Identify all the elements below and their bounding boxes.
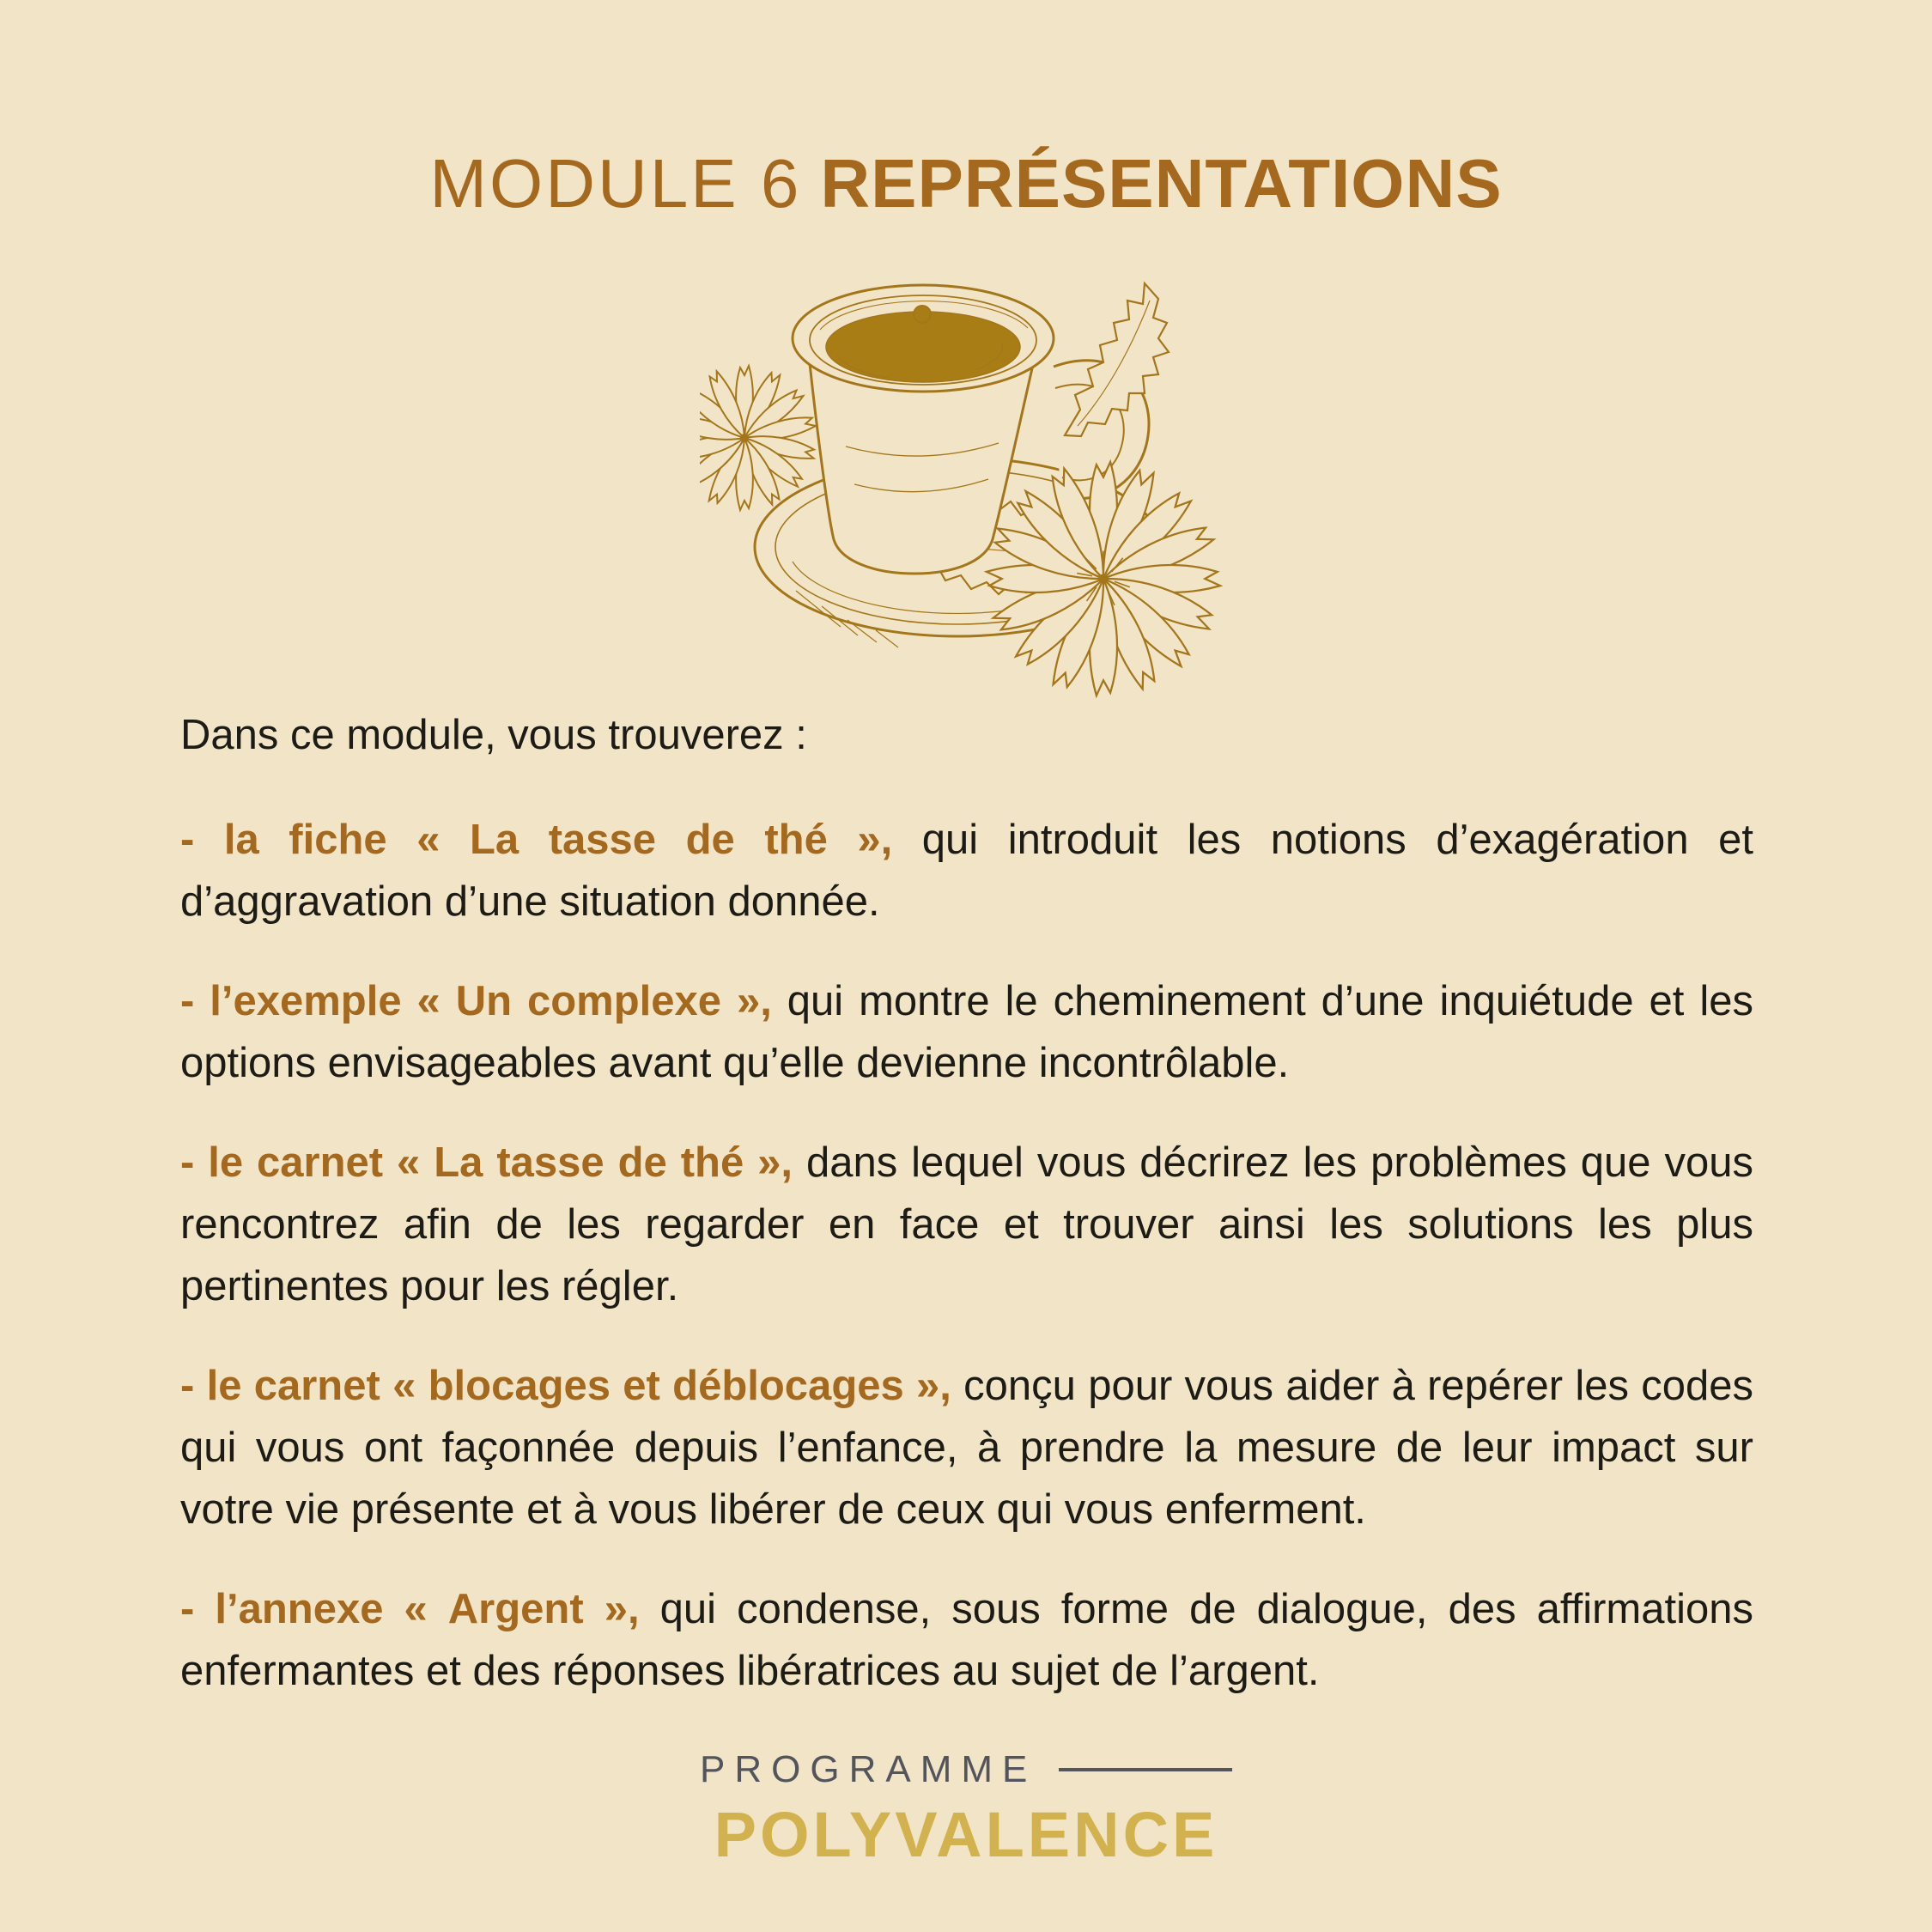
left-flower bbox=[700, 366, 817, 510]
module-number-label: MODULE 6 bbox=[429, 144, 802, 222]
list-item bbox=[180, 809, 1753, 933]
programme-logo bbox=[0, 1748, 1932, 1871]
list-item bbox=[180, 1355, 1753, 1540]
brand-name: POLYVALENCE bbox=[714, 1799, 1218, 1870]
item-lead: - la fiche « La tasse de thé », bbox=[180, 817, 922, 864]
module-description bbox=[180, 704, 1753, 1740]
teacup-illustration-icon bbox=[700, 251, 1232, 732]
right-flower bbox=[987, 462, 1220, 696]
list-item bbox=[180, 1578, 1753, 1702]
list-item bbox=[180, 970, 1753, 1094]
programme-logo-inner bbox=[700, 1748, 1232, 1871]
item-lead: - le carnet « La tasse de thé », bbox=[180, 1139, 806, 1187]
programme-row bbox=[700, 1748, 1232, 1791]
list-item bbox=[180, 1132, 1753, 1317]
item-body: conçu pour vous aider à repérer les codes qui vous ont façonnée depuis l’enfance, à prendre la mesure de leur impact sur votre vie présente et à vous libérer de ceux qui vous enferment. bbox=[180, 1363, 1754, 1534]
item-body: qui montre le cheminement d’une inquiétude et les options envisageables avant qu’elle devienne incontrôlable. bbox=[180, 978, 1753, 1087]
page-title bbox=[0, 146, 1932, 222]
item-body: qui condense, sous forme de dialogue, des affirmations enfermantes et des réponses libératrices au sujet de l’argent. bbox=[180, 1586, 1753, 1695]
item-lead: - l’annexe « Argent », bbox=[180, 1586, 660, 1633]
item-body: qui introduit les notions d’exagération et d’aggravation d’une situation donnée. bbox=[180, 817, 1753, 926]
module-title-text: REPRÉSENTATIONS bbox=[820, 144, 1503, 222]
item-lead: - le carnet « blocages et déblocages », bbox=[180, 1363, 964, 1410]
programme-label: PROGRAMME bbox=[700, 1748, 1037, 1790]
item-lead: - l’exemple « Un complexe », bbox=[180, 978, 787, 1025]
item-body: dans lequel vous décrirez les problèmes que vous rencontrez afin de les regarder en face et trouver ainsi les solutions les plus pertinentes pour les régler. bbox=[180, 1139, 1753, 1310]
logo-divider-line bbox=[1059, 1768, 1232, 1771]
intro-line: Dans ce module, vous trouverez : bbox=[180, 712, 807, 758]
